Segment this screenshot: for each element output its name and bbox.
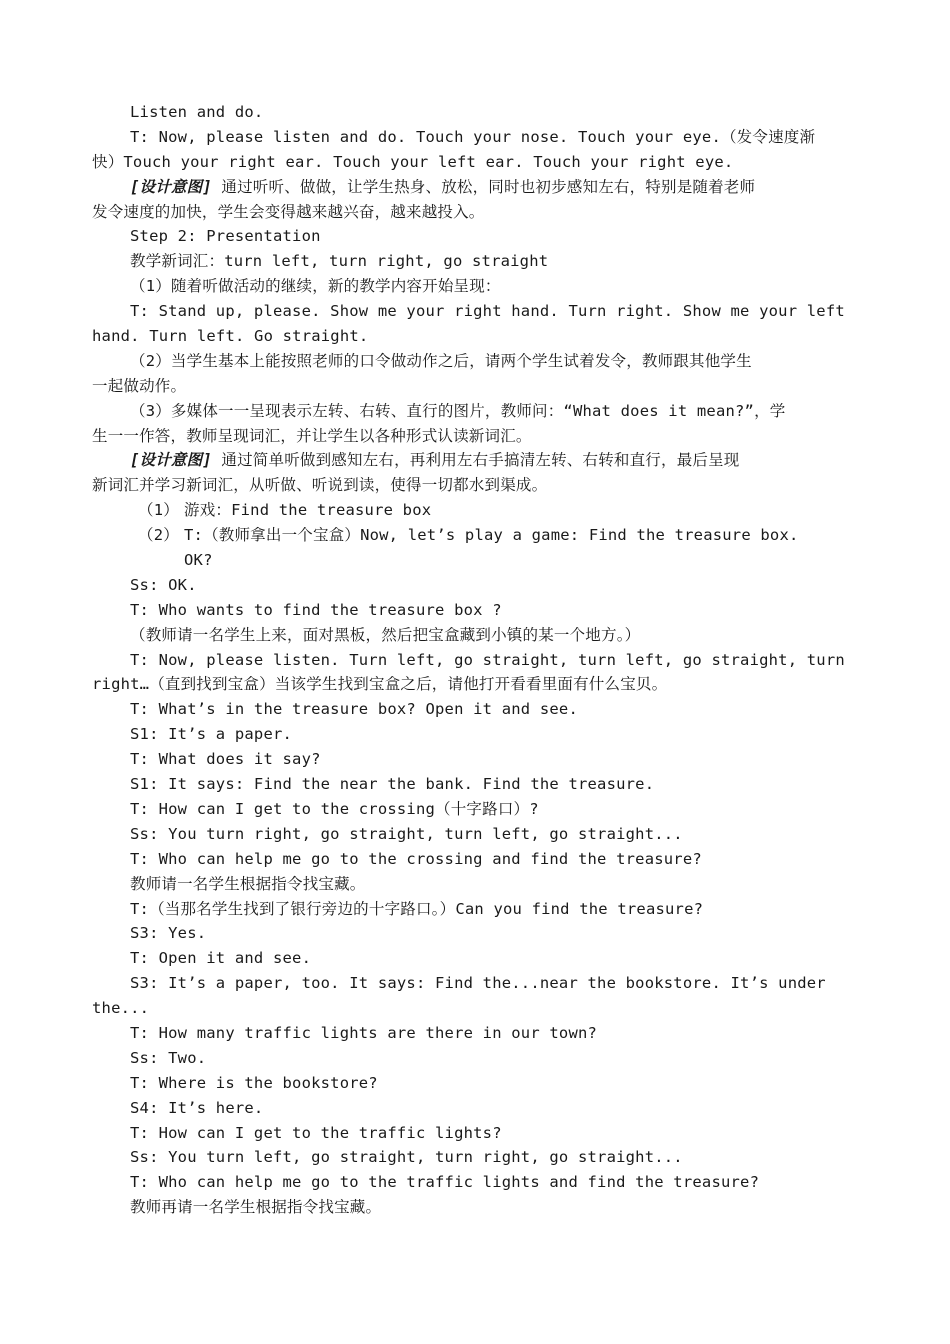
line-text: （2）当学生基本上能按照老师的口令做动作之后，请两个学生试着发令，教师跟其他学生 xyxy=(130,351,752,370)
text-line xyxy=(92,822,860,847)
line-text: S4: It’s here. xyxy=(130,1098,264,1117)
line-text: 游戏：Find the treasure box xyxy=(184,501,432,520)
text-line xyxy=(92,100,860,125)
line-text: Ss: You turn right, go straight, turn left, go straight... xyxy=(130,824,683,843)
list-number: （1） xyxy=(138,501,179,520)
text-line xyxy=(92,523,860,548)
line-text: （1）随着听做活动的继续，新的教学内容开始呈现： xyxy=(130,277,501,296)
text-line xyxy=(92,473,860,498)
text-line xyxy=(92,175,860,200)
line-text: 教学新词汇：turn left, turn right, go straight xyxy=(130,252,549,271)
text-line xyxy=(92,921,860,946)
text-line xyxy=(92,971,860,996)
text-line xyxy=(92,648,860,673)
text-line xyxy=(92,1071,860,1096)
text-line xyxy=(92,996,860,1021)
line-text: （3）多媒体一一呈现表示左转、右转、直行的图片，教师问：“What does it mean?”，学 xyxy=(130,401,786,420)
text-line xyxy=(92,747,860,772)
text-line xyxy=(92,772,860,797)
design-intent-label: [设计意图] xyxy=(130,451,212,470)
text-line xyxy=(92,399,860,424)
text-line xyxy=(92,1046,860,1071)
line-text: T: What does it say? xyxy=(130,750,321,769)
line-text: 通过简单听做到感知左右，再利用左右手搞清左转、右转和直行，最后呈现 xyxy=(211,451,740,470)
text-line xyxy=(92,872,860,897)
line-text: Listen and do. xyxy=(130,103,264,121)
design-intent-label: [设计意图] xyxy=(130,177,212,196)
line-text: 生一一作答，教师呈现词汇，并让学生以各种形式认读新词汇。 xyxy=(92,426,532,445)
line-text: 一起做动作。 xyxy=(92,376,187,395)
line-text: T: Who can help me go to the crossing and find the treasure? xyxy=(130,849,702,868)
line-text: hand. Turn left. Go straight. xyxy=(92,327,369,346)
text-line xyxy=(92,349,860,374)
text-line xyxy=(92,200,860,225)
line-text: T: Now, please listen. Turn left, go straight, turn left, go straight, turn xyxy=(130,650,845,669)
text-line xyxy=(92,1145,860,1170)
text-line xyxy=(92,1021,860,1046)
text-line xyxy=(92,897,860,922)
line-text: Step 2: Presentation xyxy=(130,227,321,246)
text-line xyxy=(92,1096,860,1121)
text-line xyxy=(92,1170,860,1195)
text-line xyxy=(92,946,860,971)
line-text: T: Open it and see. xyxy=(130,949,312,968)
line-text: OK? xyxy=(184,551,213,570)
line-text: Ss: OK. xyxy=(130,575,197,594)
text-line xyxy=(92,1121,860,1146)
text-line xyxy=(92,498,860,523)
text-line xyxy=(92,125,860,150)
line-text: right…（直到找到宝盒）当该学生找到宝盒之后，请他打开看看里面有什么宝贝。 xyxy=(92,675,668,694)
line-text: the... xyxy=(92,999,150,1018)
line-text: 新词汇并学习新词汇，从听做、听说到读，使得一切都水到渠成。 xyxy=(92,476,548,495)
text-line xyxy=(92,324,860,349)
line-text: Ss: You turn left, go straight, turn right, go straight... xyxy=(130,1148,683,1167)
text-line xyxy=(92,697,860,722)
line-text: S3: Yes. xyxy=(130,924,207,943)
line-text: T: Stand up, please. Show me your right hand. Turn right. Show me your left xyxy=(130,302,845,321)
line-text: 教师再请一名学生根据指令找宝藏。 xyxy=(130,1198,382,1217)
line-text: T: How many traffic lights are there in our town? xyxy=(130,1023,598,1042)
line-text: 教师请一名学生根据指令找宝藏。 xyxy=(130,874,366,893)
line-text: Ss: Two. xyxy=(130,1048,207,1067)
text-line xyxy=(92,598,860,623)
line-text: T: What’s in the treasure box? Open it and see. xyxy=(130,700,578,719)
text-line xyxy=(92,797,860,822)
text-line xyxy=(92,224,860,249)
text-line xyxy=(92,274,860,299)
text-line xyxy=(92,573,860,598)
line-text: S3: It’s a paper, too. It says: Find the...near the bookstore. It’s under xyxy=(130,974,826,993)
line-text: 快）Touch your right ear. Touch your left ear. Touch your right eye. xyxy=(92,152,734,171)
text-line xyxy=(92,722,860,747)
text-line xyxy=(92,150,860,175)
text-line xyxy=(92,847,860,872)
text-line xyxy=(92,374,860,399)
line-text: T: Now, please listen and do. Touch your nose. Touch your eye.（发令速度渐 xyxy=(130,127,816,146)
line-text: 发令速度的加快，学生会变得越来越兴奋，越来越投入。 xyxy=(92,202,485,221)
text-line xyxy=(92,424,860,449)
text-line xyxy=(92,623,860,648)
text-line xyxy=(92,672,860,697)
line-text: S1: It says: Find the near the bank. Find the treasure. xyxy=(130,775,655,794)
line-text: T:（当那名学生找到了银行旁边的十字路口。）Can you find the treasure? xyxy=(130,899,704,918)
text-line xyxy=(92,1195,860,1220)
document-body xyxy=(92,100,860,1220)
line-text: T: Where is the bookstore? xyxy=(130,1073,378,1092)
line-text: T: How can I get to the crossing（十字路口）? xyxy=(130,799,539,818)
line-text: T: Who wants to find the treasure box ? xyxy=(130,600,502,619)
line-text: T: Who can help me go to the traffic lights and find the treasure? xyxy=(130,1173,760,1192)
text-line xyxy=(92,448,860,473)
text-line xyxy=(92,548,860,573)
text-line xyxy=(92,299,860,324)
line-text: T:（教师拿出一个宝盒）Now, let’s play a game: Find the treasure box. xyxy=(184,526,799,545)
line-text: S1: It’s a paper. xyxy=(130,725,293,744)
line-text: 通过听听、做做，让学生热身、放松，同时也初步感知左右，特别是随着老师 xyxy=(211,177,756,196)
line-text: （教师请一名学生上来，面对黑板，然后把宝盒藏到小镇的某一个地方。） xyxy=(130,625,641,644)
list-number: （2） xyxy=(138,526,179,545)
text-line xyxy=(92,249,860,274)
line-text: T: How can I get to the traffic lights? xyxy=(130,1123,502,1142)
